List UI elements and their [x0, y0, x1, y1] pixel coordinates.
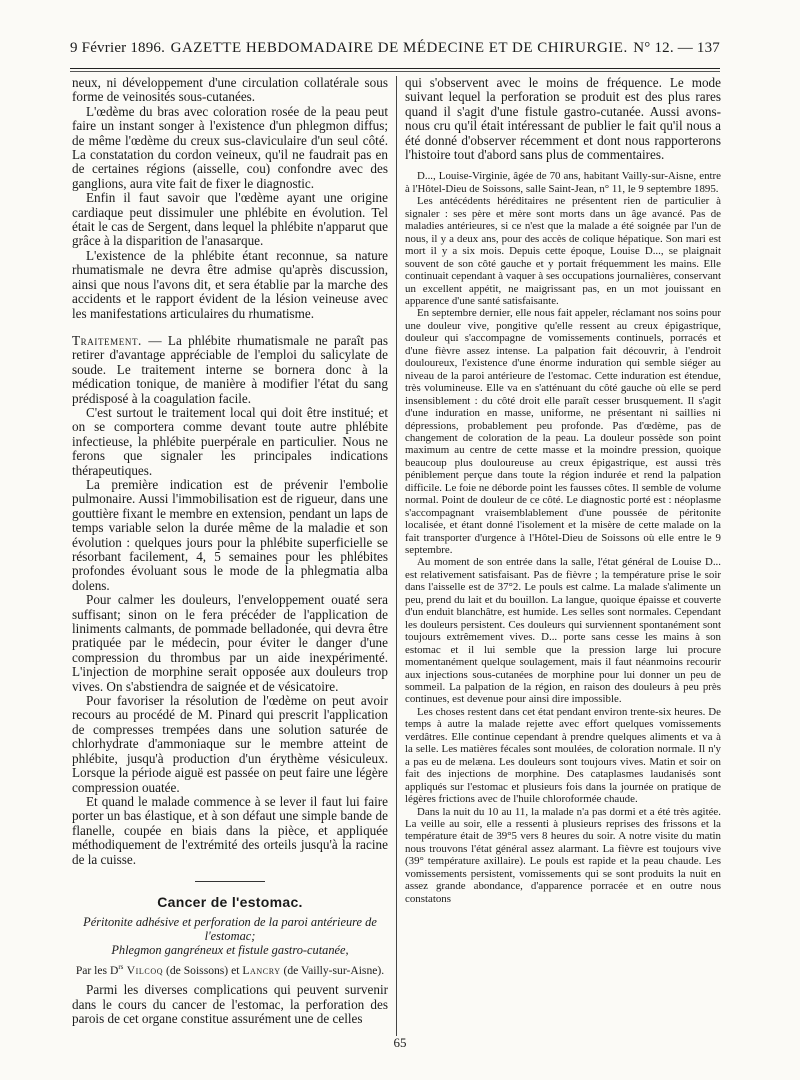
treatment-text: — La phlébite rhumatismale ne paraît pas retirer d'avantage appréciable de l'emploi du salicylate de soude. Le traitement interne se bornera donc à la médication tonique, de manière à modifier l'état du sang prédisposé à la coagulation facile.: [72, 332, 388, 406]
case-paragraph: Les antécédents héréditaires ne présentent rien de particulier à signaler : ses père et mère sont morts dans un âge avancé. Pas de maladies antérieures, si ce n'est que la malade a été soignée par l'un de nous, il y a deux ans, pour des accès de colique hépatique. Son mari est mort il y a six mois. Depuis cette époque, Louise D..., se plaignait souvent de son côté gauche et y portait fréquemment les mains. Elle continuait cependant à vaquer à ses occupations journalières, conservant un excellent appétit, ne maigrissant pas, en un mot jouissant en apparence d'une santé satisfaisante.: [405, 195, 721, 307]
header-rule-thin: [70, 71, 720, 72]
treatment-paragraph: [72, 334, 388, 406]
paragraph: qui s'observent avec le moins de fréquence. Le mode suivant lequel la perforation se produit est des plus rares quand il s'agit d'une fistule gastro-cutanée. Aussi avons-nous cru qu'il était intéressant de publier le fait qu'il nous a été donné d'observer récemment et dont nous rapporterons l'histoire tout d'abord sans plus de commentaires.: [405, 76, 721, 163]
paragraph: C'est surtout le traitement local qui doit être institué; et on se comportera comme devant toute autre phlébite infectieuse, la phlébite puerpérale en particulier. Nous ne ferons que signaler les principales indications thérapeutiques.: [72, 404, 388, 478]
paragraph: neux, ni développement d'une circulation collatérale sous forme de veinosités sous-cutanées.: [72, 76, 388, 105]
paragraph: L'œdème du bras avec coloration rosée de la peau peut faire un instant songer à l'existence d'un phlegmon diffus; de même l'œdème du creux sus-claviculaire d'un seul côté. La constatation du cordon veineux, qu'il ne faudrait pas en de certaines régions (aisselle, cou) confondre avec des ganglions, aura vite fait de fixer le diagnostic.: [72, 103, 388, 191]
paragraph: Pour calmer les douleurs, l'enveloppement ouaté sera suffisant; sinon on le fera précéder de l'application de liniments calmants, de pommade belladonée, qui devra être pratiquée par le médecin, pour éviter le danger d'une compression du thrombus par un aide inexpérimenté. L'injection de morphine serait opposée aux douleurs trop vives. On s'abstiendra de saignée et de vésicatoire.: [72, 592, 388, 694]
column-rule: [396, 76, 397, 1036]
author-name: Vilcoq: [123, 963, 164, 977]
section-subtitle: Phlegmon gangréneux et fistule gastro-cutanée,: [111, 943, 349, 958]
header-journal-title: GAZETTE HEBDOMADAIRE DE MÉDECINE ET DE CHIRURGIE.: [170, 40, 628, 56]
author-name: Lancry: [242, 963, 281, 977]
case-paragraph: D..., Louise-Virginie, âgée de 70 ans, habitant Vailly-sur-Aisne, entre à l'Hôtel-Dieu de Soissons, salle Saint-Jean, n° 11, le 9 septembre 1895.: [405, 170, 721, 195]
header-date: 9 Février 1896.: [70, 40, 166, 56]
right-column: [405, 76, 721, 1036]
treatment-label: Traitement.: [72, 332, 142, 348]
section-title: Cancer de l'estomac.: [157, 893, 303, 910]
case-paragraph: Les choses restent dans cet état pendant environ trente-six heures. De temps à autre la malade rejette avec effort quelques vomissements verdâtres. Elle continue cependant à prendre quelques aliments et va à la selle. Les matières fécales sont moulées, de coloration normale. Il n'y a pas eu de melæna. Les douleurs sont toujours vives. Matin et soir on fait des injections de morphine. Des cataplasmes laudanisés sont appliqués sur l'estomac et plusieurs fois dans la journée on pratique de légères frictions avec de l'huile chloroformée chaude.: [405, 705, 721, 806]
paragraph: Enfin il faut savoir que l'œdème ayant une origine cardiaque peut dissimuler une phlébite en évolution. Tel était le cas de Sergent, dans lequel la phlébite n'apparut que grâce à la disparition de l'anasarque.: [72, 190, 388, 249]
header-rule: [70, 68, 720, 69]
case-paragraph: En septembre dernier, elle nous fait appeler, réclamant nos soins pour une douleur vive, pongitive qu'elle ressent au creux épigastrique, douleur qui s'accompagne de vomissements continuels, porracés et d'une fièvre assez intense. La palpation fait découvrir, à l'endroit douloureux, l'existence d'une énorme induration qui semble siéger au niveau de la paroi antérieure de l'estomac. Cette induration est étendue, très volumineuse. Elle va en s'atténuant du côté gauche où elle se perd insensiblement : du côté droit elle paraît cesser brusquement. Il s'agit d'une induration en masse, uniforme, ne présentant ni saillies ni dépressions, probablement peu profonde. Pas d'œdème, pas de changement de coloration de la peau. La douleur possède son point maximum au centre de cette masse et la moindre pression, quoique beaucoup plus douloureuse au creux épigastrique, est aussi très péniblement perçue dans toute la région indurée et rend la palpation difficile. Le foie ne déborde point les fausses côtes. Il semble de volume normal. Point de douleur de ce côté. Le diagnostic porté est : néoplasme s'accompagnant vraisemblablement d'une poussée de péritonite localisée, et étant donné l'isolement et la misère de cette malade on la fait transporter d'urgence à l'Hôtel-Dieu de Soissons où elle entre le 9 septembre.: [405, 307, 721, 557]
case-paragraph: Dans la nuit du 10 au 11, la malade n'a pas dormi et a été très agitée. La veille au soir, elle a ressenti à plusieurs reprises des frissons et la température était de 39°5 vers 8 heures du soir. A notre visite du matin nous trouvons l'état général assez alarmant. La fièvre est toujours vive (39° température axillaire). Le pouls est rapide et la peau chaude. Les vomissements persistent, vomissements qui se sont produits la nuit en assez grande abondance, d'apparence porracée et en outre nous constatons: [405, 805, 721, 905]
paragraph: La première indication est de prévenir l'embolie pulmonaire. Aussi l'immobilisation est de rigueur, dans une gouttière fixant le membre en extension, pendant un laps de temps variable selon la durée même de la maladie et son évolution : quelques jours pour la phlébite superficielle se résorbant facilement, 4, 5 semaines pour les phlébites profondes évoluant sous le mode de la phlegmatia alba dolens.: [72, 476, 388, 593]
case-paragraph: Au moment de son entrée dans la salle, l'état général de Louise D... est relativement satisfaisant. Pas de fièvre ; la température prise le soir dans l'aisselle est de 37°2. Le pouls est calme. La malade s'alimente un peu, prend du lait et du bouillon. La langue, quoique épaisse et couverte d'un enduit blanchâtre, est humide. Les selles sont normales. Cependant les douleurs persistent. Ces douleurs qui surviennent spontanément sont toujours extrêmement vives. D... porte sans cesse les mains à son estomac et il lui semble que la pression large lui procure momentanément quelque soulagement, mais il faut néanmoins recourir aux injections sous-cutanées de morphine pour lui donner un peu de sommeil. La palpation de la région, en raison des douleurs à peu près continues, est devenue pour ainsi dire impossible.: [405, 556, 721, 706]
paragraph: Pour favoriser la résolution de l'œdème on peut avoir recours au procédé de M. Pinard qui prescrit l'application de compresses trempées dans une solution saturée de chlorhydrate d'ammoniaque sur le membre atteint de phlébite, jusqu'à production d'un érythème vésiculeux. Lorsque la période aiguë est passée on peut faire une légère compression ouatée.: [72, 693, 388, 795]
byline-superscript: rs: [118, 962, 124, 971]
byline-suffix: (de Vailly-sur-Aisne).: [280, 963, 385, 977]
byline-connector: (de Soissons) et: [163, 963, 243, 977]
header-issue-page: N° 12. — 137: [633, 40, 720, 56]
page-folio: 65: [393, 1035, 407, 1050]
section-subtitle: Péritonite adhésive et perforation de la paroi antérieure de l'estomac;: [83, 914, 377, 944]
section-divider: [195, 881, 265, 882]
byline: [72, 960, 388, 978]
left-column: [72, 76, 388, 1036]
running-header: [70, 40, 720, 66]
paragraph: Et quand le malade commence à se lever il faut lui faire porter un bas élastique, et à son défaut une simple bande de flanelle, coupée en biais dans la pièce, et appliquée méthodiquement de l'extrémité des orteils jusqu'à la racine de la cuisse.: [72, 793, 388, 867]
byline-prefix: Par les D: [75, 963, 119, 977]
paragraph: L'existence de la phlébite étant reconnue, sa nature rhumatismale ne devra être admise qu'après discussion, ainsi que nous l'avons dit, et sera établie par la marche des accidents et le rapport évident de la lésion veineuse avec les manifestations articulaires du rhumatisme.: [72, 247, 388, 321]
paragraph: Parmi les diverses complications qui peuvent survenir dans le cours du cancer de l'estomac, la perforation des parois de cet organe constitue assurément une de celles: [72, 982, 388, 1027]
